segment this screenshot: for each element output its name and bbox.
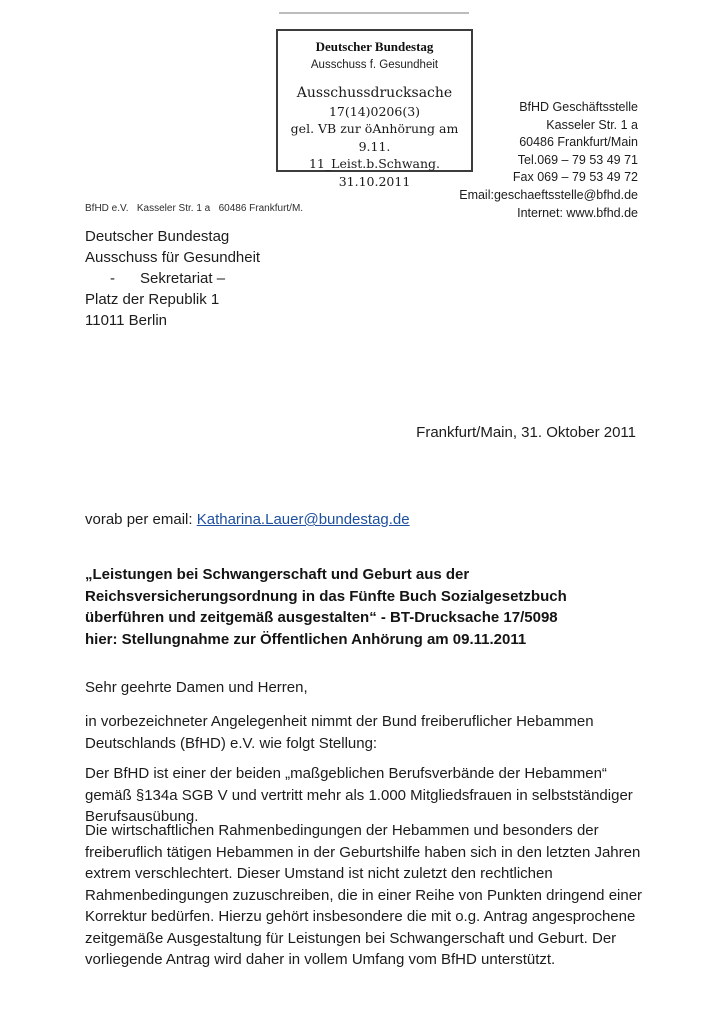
subject-line-hier: hier: Stellungnahme zur Öffentlichen Anhörung am 09.11.2011: [85, 630, 527, 648]
subject-block: [85, 564, 647, 650]
email-line: [85, 511, 410, 528]
contact-line-email: Email:geschaeftsstelle@bfhd.de: [459, 187, 638, 202]
recipient-line-committee: Ausschuss für Gesundheit: [85, 249, 261, 266]
recipient-line-org: Deutscher Bundestag: [85, 228, 230, 245]
contact-line-city: 60486 Frankfurt/Main: [519, 135, 638, 150]
body-paragraph-intro: in vorbezeichneter Angelegenheit nimmt der Bund freiberuflicher Hebammen Deutschlands (BfHD) e.V. wie folgt Stellung:: [85, 713, 594, 752]
body-paragraph-situation: Die wirtschaftlichen Rahmenbedingungen der Hebammen und besonders der freiberuflich tätigen Hebammen in der Geburtshilfe haben sich in den letzten Jahren extrem verschlechtert. Dieser Umstand ist nicht zuletzt den rechtlichen Rahmenbedingungen zuzuschreiben, die in einer Reihe von Punkten dringend einer Korrektur bedürfen. Hierzu gehört insbesondere die mit o.g. Antrag angesprochene zeitgemäße Ausgestaltung für Leistungen bei Schwangerschaft und Geburt. Der vorliegende Antrag wird daher in vollem Umfang vom BfHD unterstützt.: [85, 822, 643, 968]
subject-line-main: „Leistungen bei Schwangerschaft und Geburt aus der Reichsversicherungsordnung in das Fünfte Buch Sozialgesetzbuch überführen und zeitgemäß ausgestalten“ - BT-Drucksache 17/5098: [85, 566, 567, 626]
stamp-note-line2: 11_Leist.b.Schwang.: [308, 156, 441, 171]
email-line-prefix: vorab per email:: [85, 511, 197, 528]
contact-line-tel: Tel.069 – 79 53 49 71: [517, 152, 638, 167]
scan-artifact-line: [279, 12, 469, 14]
contact-line-internet: Internet: www.bfhd.de: [517, 205, 638, 220]
recipient-address-block: [85, 226, 260, 331]
salutation: Sehr geehrte Damen und Herren,: [85, 679, 308, 696]
sender-contact-block: [459, 99, 638, 222]
contact-line-fax: Fax 069 – 79 53 49 72: [512, 170, 638, 185]
contact-line-org: BfHD Geschäftsstelle: [519, 100, 638, 114]
stamp-subtitle: Ausschuss f. Gesundheit: [310, 59, 439, 71]
stamp-doc-number: 17(14)0206(3): [328, 103, 421, 119]
stamp-title: Deutscher Bundestag: [315, 39, 434, 54]
recipient-line-street: Platz der Republik 1: [85, 291, 220, 308]
email-link[interactable]: Katharina.Lauer@bundestag.de: [196, 511, 410, 528]
stamp-date: 31.10.2011: [338, 173, 411, 189]
body-paragraph-association: Der BfHD ist einer der beiden „maßgeblichen Berufsverbände der Hebammen“ gemäß §134a SGB V und vertritt mehr als 1.000 Mitgliedsfrauen in selbstständiger Berufsausübung.: [85, 765, 633, 825]
stamp-note-line1: gel. VB zur öAnhörung am 9.11.: [290, 121, 459, 154]
committee-stamp-box: [276, 29, 473, 189]
contact-line-street: Kasseler Str. 1 a: [546, 117, 638, 132]
recipient-line-city: 11011 Berlin: [85, 312, 168, 329]
return-address-line: BfHD e.V. Kasseler Str. 1 a 60486 Frankfurt/M.: [85, 203, 304, 214]
recipient-line-sekretariat: - Sekretariat –: [85, 270, 226, 287]
stamp-doc-type: Ausschussdrucksache: [296, 85, 453, 101]
date-place-line: Frankfurt/Main, 31. Oktober 2011: [416, 424, 636, 441]
